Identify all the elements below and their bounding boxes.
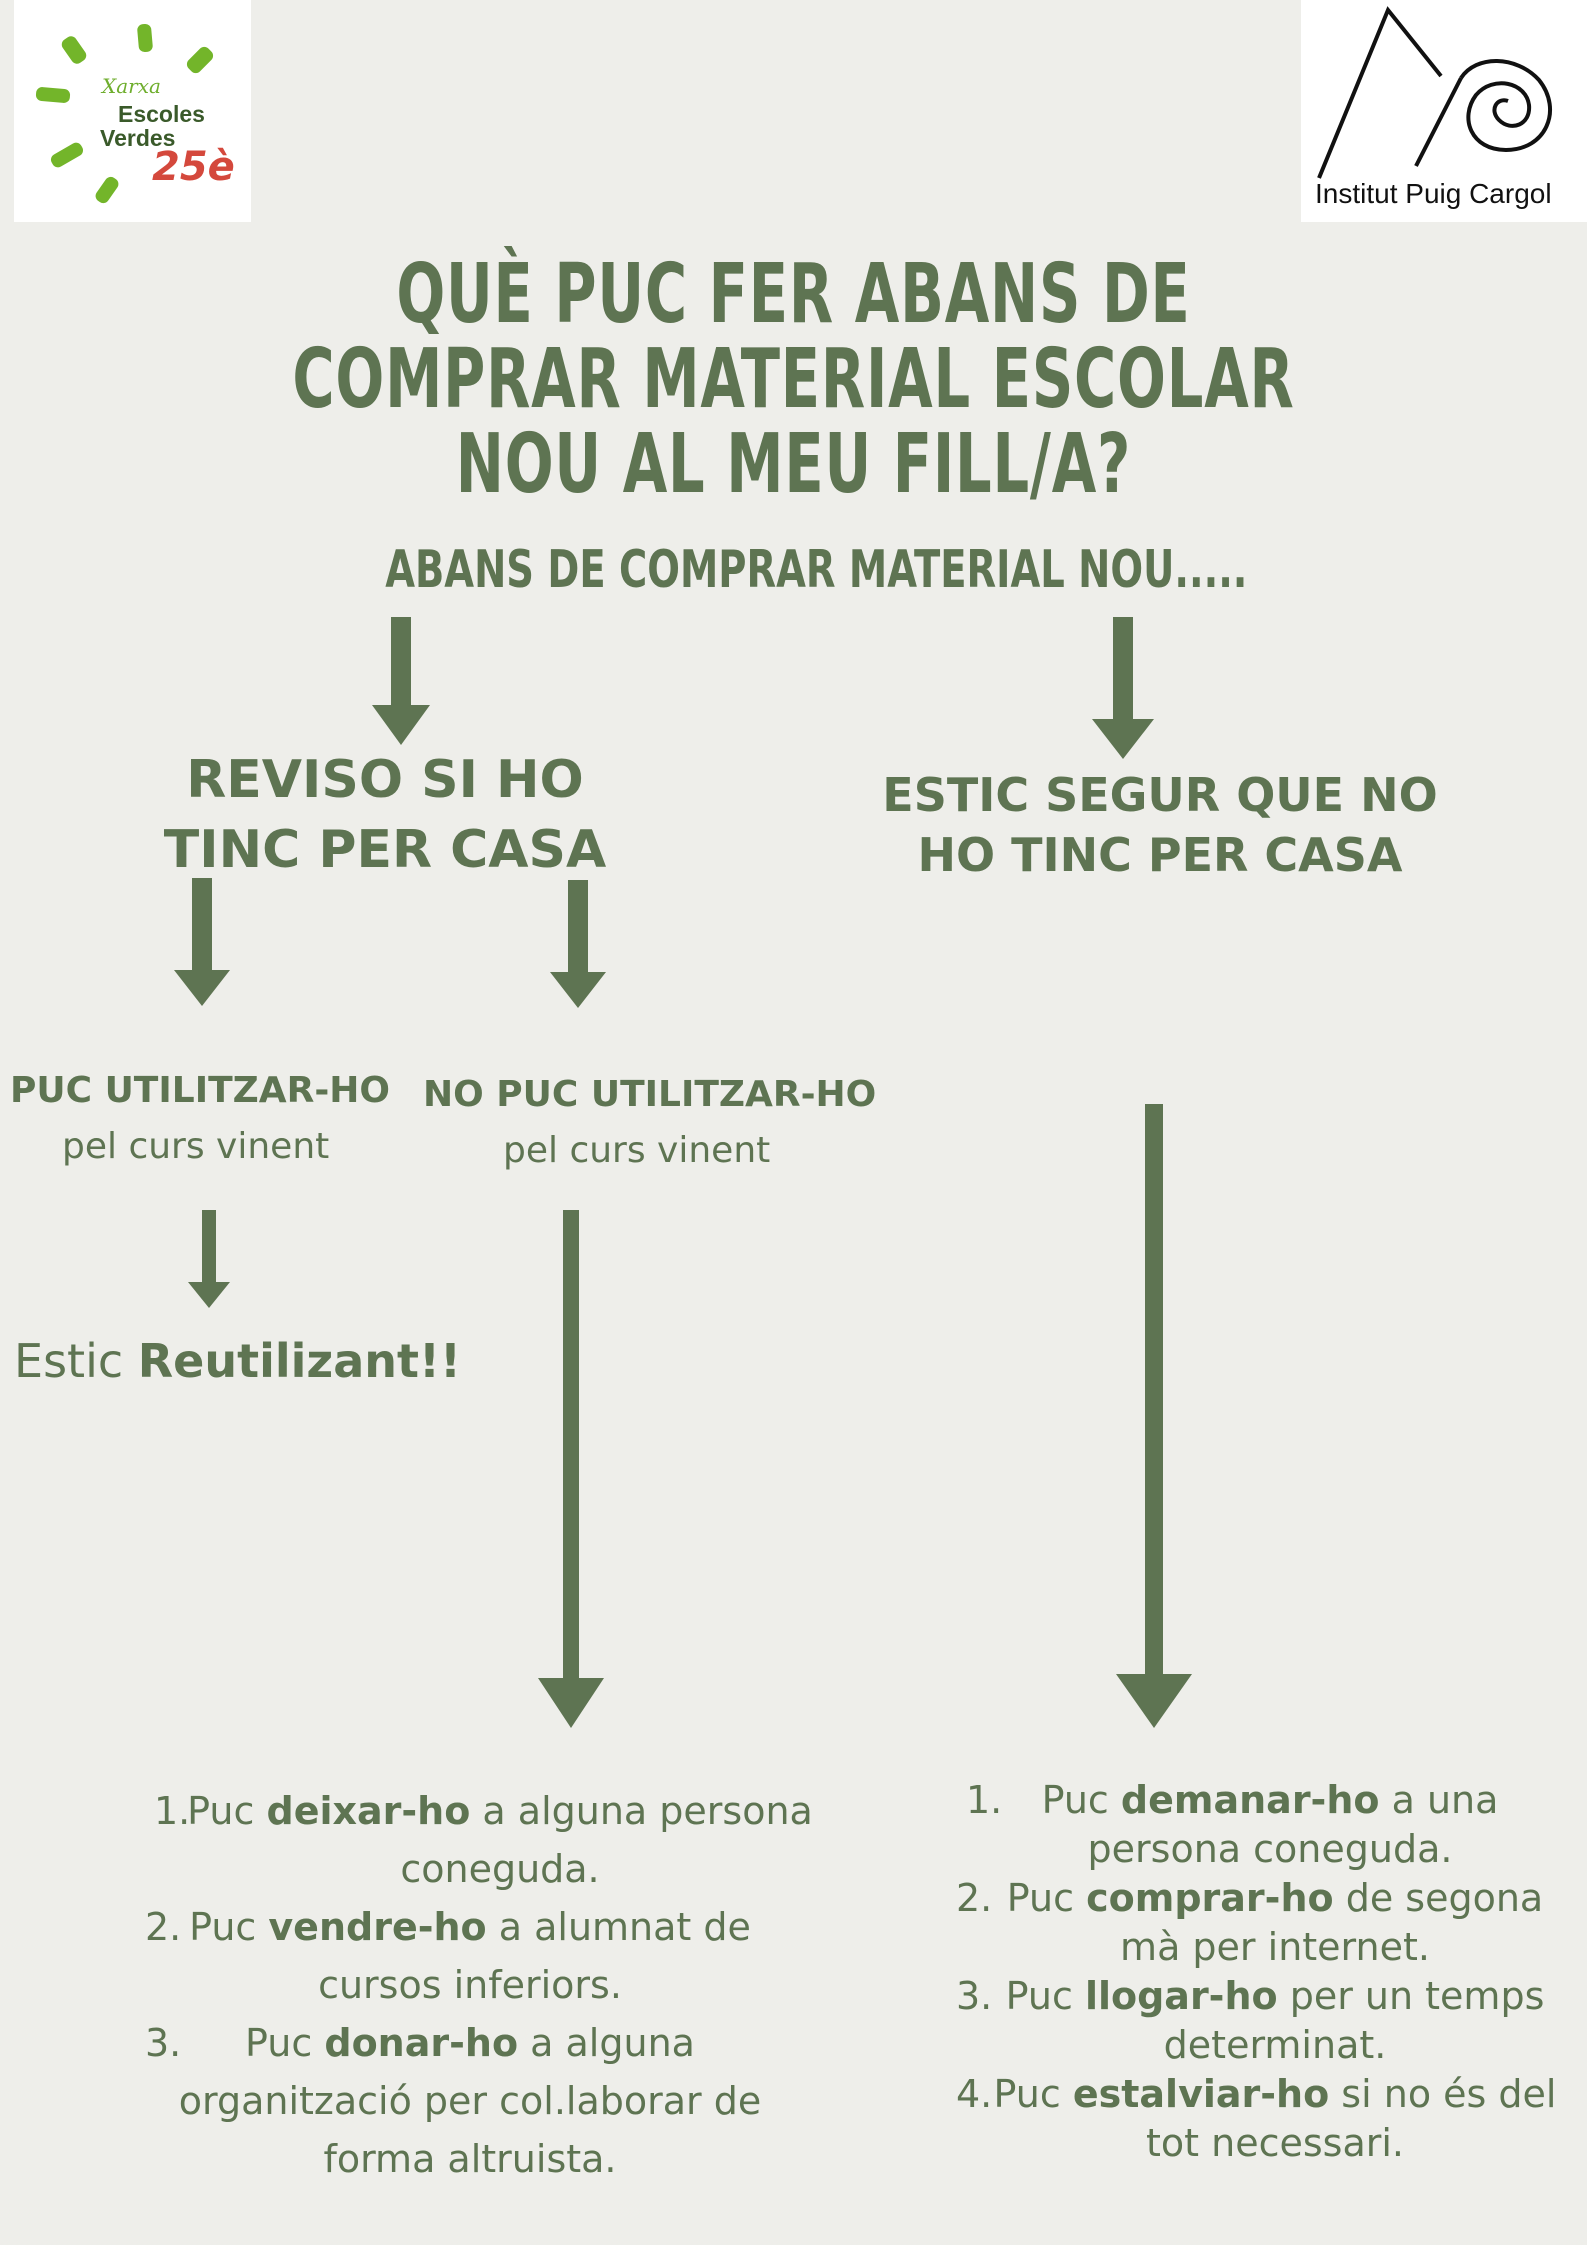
branch-check-home: REVISO SI HO TINC PER CASA [163,750,607,880]
logo-25-badge: 25è [152,144,235,190]
logo-ray [59,34,88,66]
logo-ray [35,87,70,104]
list-not-at-home [950,1776,1570,2168]
list-item-bold: llogar-ho [1084,1974,1278,2018]
list-item [950,1874,1570,1972]
list-item-pre: Puc [189,1905,257,1949]
page-subtitle: ABANS DE COMPRAR MATERIAL NOU..... [385,540,1248,600]
list-item [130,1782,850,1898]
down-arrow-icon [1092,617,1154,759]
down-arrow-icon [372,617,430,747]
list-item-pre: Puc [1005,1974,1073,2018]
branch-sure-not-home: ESTIC SEGUR QUE NO HO TINC PER CASA [882,768,1438,882]
list-item [950,1972,1570,2070]
list-cannot-use [130,1782,850,2188]
list-item-pre: Puc [245,2021,313,2065]
list-item-bold: vendre-ho [268,1905,487,1949]
list-item-pre: Puc [187,1789,255,1833]
option-cannot-use-title: NO PUC UTILITZAR-HO [423,1074,877,1115]
logo-ray [184,44,215,75]
option-can-use-title: PUC UTILITZAR-HO [10,1070,391,1111]
list-item-post: a alumnat de cursos inferiors. [318,1905,751,2007]
list-item [130,2014,850,2188]
list-item-bold: demanar-ho [1120,1778,1380,1822]
option-can-use-sub: pel curs vinent [62,1126,330,1167]
page-title: QUÈ PUC FER ABANS DE COMPRAR MATERIAL ESCOLAR NOU AL MEU FILL/A? [292,247,1295,512]
list-item-post: a alguna organització per col.laborar de forma altruista. [178,2021,762,2181]
option-cannot-use-sub: pel curs vinent [503,1130,771,1171]
list-item-number: 2. [956,1876,993,1920]
list-item-bold: donar-ho [324,2021,519,2065]
escoles-verdes-logo [14,0,251,222]
down-arrow-icon [1116,1104,1192,1730]
list-item-number: 2. [145,1905,182,1949]
list-item-bold: deixar-ho [266,1789,471,1833]
logo-ray [137,23,153,52]
logo-escoles-text: Escoles [118,101,205,127]
down-arrow-icon [550,880,606,1010]
logo-xarxa-text: Xarxa [102,74,161,98]
list-item-post: a una persona coneguda. [1087,1778,1499,1871]
reuse-prefix: Estic [14,1334,124,1388]
reuse-message [14,1334,461,1388]
list-item-number: 1. [966,1778,1003,1822]
list-item-pre: Puc [1006,1876,1075,1920]
down-arrow-icon [538,1210,604,1730]
list-item [130,1898,850,2014]
list-item-bold: comprar-ho [1086,1876,1334,1920]
mountain-spiral-icon [1301,0,1587,180]
list-item-pre: Puc [993,2072,1061,2116]
down-arrow-icon [188,1210,230,1308]
list-item-post: per un temps determinat. [1163,1974,1545,2067]
list-item-number: 3. [956,1974,993,2018]
list-item [950,1776,1570,1874]
down-arrow-icon [174,878,230,1008]
list-item-number: 1. [154,1789,191,1833]
list-item-pre: Puc [1041,1778,1109,1822]
list-item-post: a alguna persona coneguda. [400,1789,813,1891]
reuse-bold: Reutilizant!! [137,1334,461,1388]
list-item-post: de segona mà per internet. [1120,1876,1544,1969]
institut-name: Institut Puig Cargol [1315,178,1552,209]
list-item [950,2070,1570,2168]
logo-verdes-text: Verdes [100,125,176,151]
logo-ray [49,140,85,169]
list-item-number: 3. [145,2021,182,2065]
list-item-number: 4. [956,2072,993,2116]
institut-logo [1301,0,1587,222]
list-item-bold: estalviar-ho [1072,2072,1330,2116]
logo-ray [93,175,121,206]
list-item-post: si no és del tot necessari. [1145,2072,1557,2165]
